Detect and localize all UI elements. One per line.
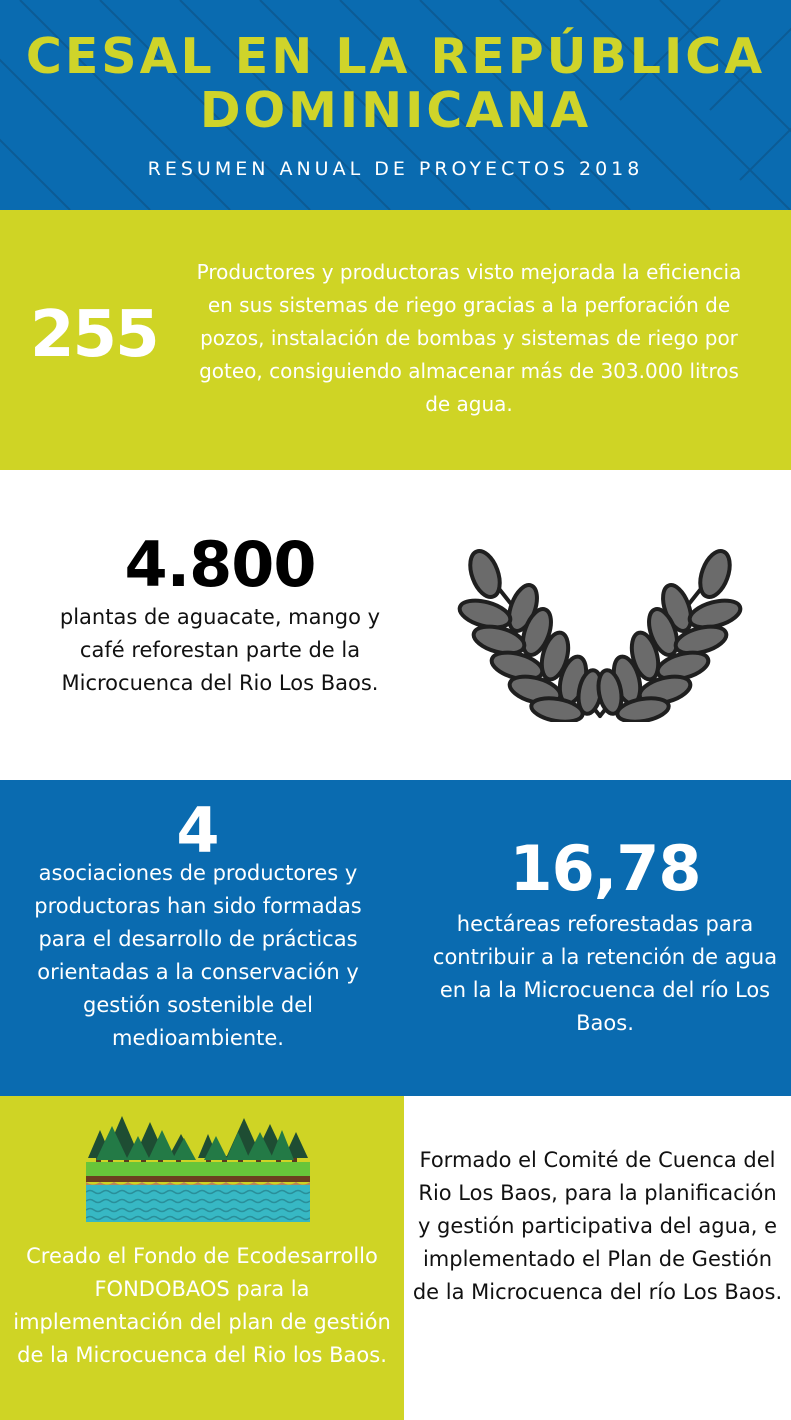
hectares-description: hectáreas reforestadas para contribuir a la retención de agua en la la Microcuenca del río Los Baos. (432, 912, 778, 1035)
page-subtitle: RESUMEN ANUAL DE PROYECTOS 2018 (147, 158, 644, 180)
page-title (0, 30, 791, 138)
producers-count: 255 (30, 298, 158, 372)
forest-river-icon (86, 1108, 310, 1224)
producers-section (0, 210, 791, 470)
committee-description: Formado el Comité de Cuenca del Rio Los Baos, para la planificación y gestión participativa del agua, e implementado el Plan de Gestión de la Microcuenca del río Los Baos. (412, 1148, 783, 1304)
associations-description: asociaciones de productores y productoras han sido formadas para el desarrollo de prácticas orientadas a la conservación y gestión sostenible del medioambiente. (34, 861, 362, 1050)
associations-count: 4 (176, 794, 220, 867)
laurel-wreath-icon (445, 532, 755, 722)
fund-description: Creado el Fondo de Ecodesarrollo FONDOBAOS para la implementación del plan de gestión de la Microcuenca del Rio los Baos. (13, 1244, 391, 1367)
header-banner (0, 0, 791, 210)
plants-section (0, 470, 791, 780)
hectares-count: 16,78 (509, 832, 701, 905)
committee-section (404, 1096, 791, 1420)
plants-description: plantas de aguacate, mango y café reforestan parte de la Microcuenca del Rio Los Baos. (59, 605, 381, 695)
plants-count: 4.800 (124, 528, 316, 601)
title-line-1: CESAL EN LA REPÚBLICA (25, 28, 766, 85)
fund-section (0, 1096, 404, 1420)
producers-description: Productores y productoras visto mejorada la eficiencia en sus sistemas de riego gracias a la perforación de pozos, instalación de bombas y sistemas de riego por goteo, consiguiendo almacenar más de 303.000 litros de agua. (196, 260, 742, 416)
title-line-2: DOMINICANA (199, 82, 592, 139)
associations-hectares-section (0, 780, 791, 1096)
